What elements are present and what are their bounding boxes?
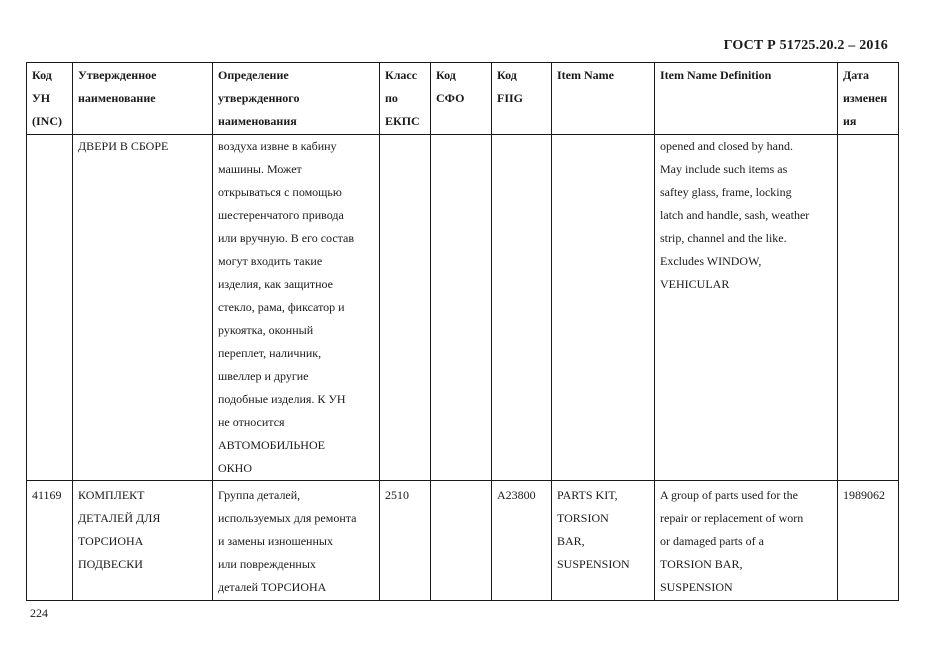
cell-inc xyxy=(27,135,73,481)
header-sfo-code: Код СФО xyxy=(431,63,492,135)
header-item-name-definition: Item Name Definition xyxy=(655,63,838,135)
table-row xyxy=(27,135,899,481)
cell-date: 1989062 xyxy=(838,481,899,601)
cell-approved-name: ДВЕРИ В СБОРЕ xyxy=(73,135,213,481)
header-ekps-class: Класс по ЕКПС xyxy=(380,63,431,135)
header-approved-name: Утвержденное наименование xyxy=(73,63,213,135)
cell-item-name: PARTS KIT, TORSION BAR, SUSPENSION xyxy=(552,481,655,601)
header-inc-code: Код УН (INC) xyxy=(27,63,73,135)
cell-definition: воздуха извне в кабину машины. Может открываться с помощью шестеренчатого привода или вручную. В его состав могут входить такие изделия, как защитное стекло, рама, фиксатор и рукоятка, оконный переплет, наличник, швеллер и другие подобные изделия. К УН не относится АВТОМОБИЛЬНОЕ ОКНО xyxy=(213,135,380,481)
header-fiig-code: Код FIIG xyxy=(492,63,552,135)
cell-item-definition: A group of parts used for the repair or replacement of worn or damaged parts of a TORSION BAR, SUSPENSION xyxy=(655,481,838,601)
standard-designation: ГОСТ Р 51725.20.2 – 2016 xyxy=(723,38,888,53)
cell-fiig xyxy=(492,135,552,481)
table-row xyxy=(27,481,899,601)
header-definition: Определение утвержденного наименования xyxy=(213,63,380,135)
cell-item-name xyxy=(552,135,655,481)
header-change-date: Дата изменен ия xyxy=(838,63,899,135)
page-number: 224 xyxy=(30,606,48,620)
cell-class xyxy=(380,135,431,481)
cell-date xyxy=(838,135,899,481)
cell-fiig: A23800 xyxy=(492,481,552,601)
cell-inc: 41169 xyxy=(27,481,73,601)
cell-definition: Группа деталей, используемых для ремонта и замены изношенных или поврежденных деталей ТОРСИОНА xyxy=(213,481,380,601)
cell-sfo xyxy=(431,481,492,601)
cell-class: 2510 xyxy=(380,481,431,601)
table-header-row xyxy=(27,63,899,135)
cell-item-definition: opened and closed by hand. May include such items as saftey glass, frame, locking latch and handle, sash, weather strip, channel and the like. Excludes WINDOW, VEHICULAR xyxy=(655,135,838,481)
catalog-table xyxy=(26,62,899,601)
cell-sfo xyxy=(431,135,492,481)
cell-approved-name: КОМПЛЕКТ ДЕТАЛЕЙ ДЛЯ ТОРСИОНА ПОДВЕСКИ xyxy=(73,481,213,601)
header-item-name: Item Name xyxy=(552,63,655,135)
